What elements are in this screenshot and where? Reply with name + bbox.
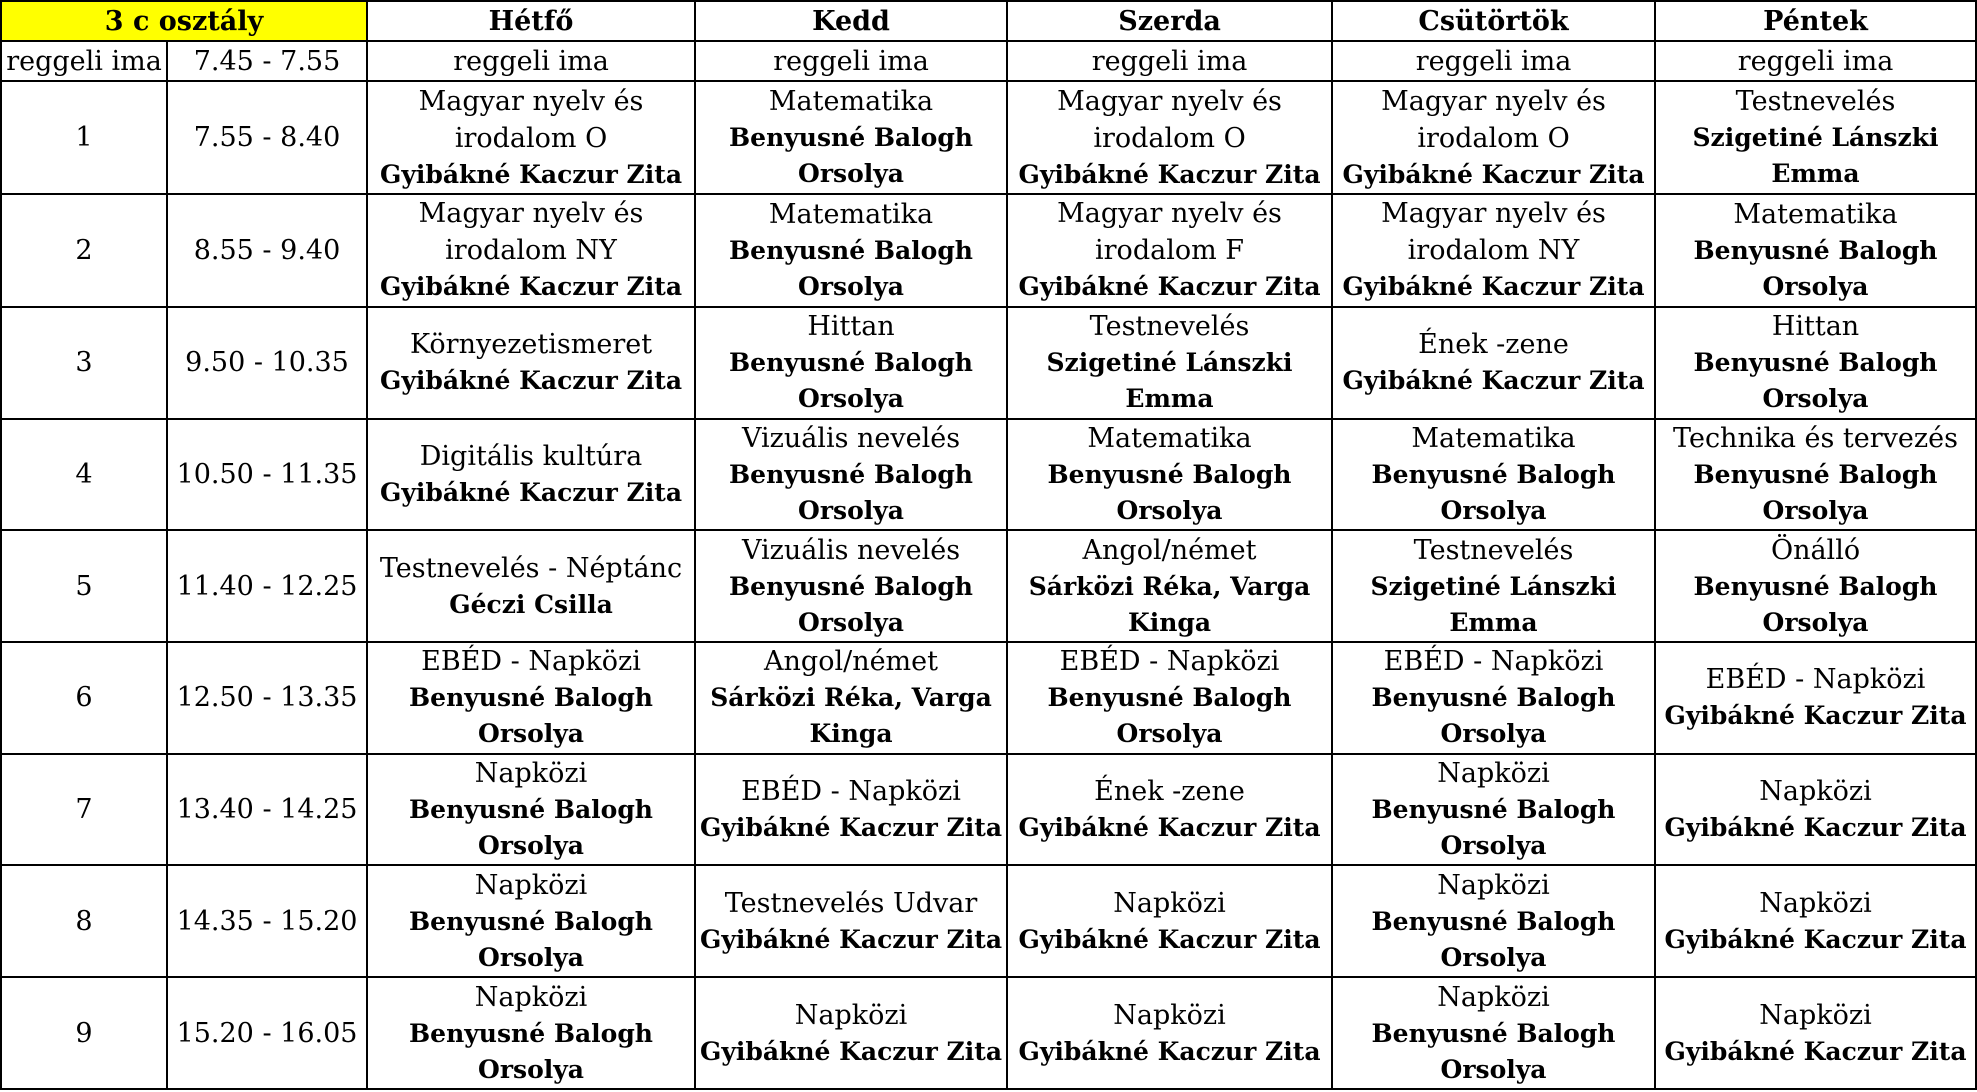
period-time: 8.55 - 9.40 xyxy=(167,194,367,307)
subject-name: Magyar nyelv és xyxy=(1057,198,1282,230)
lesson-row xyxy=(1,81,1976,194)
period-number: 8 xyxy=(1,865,167,977)
teacher-name: Orsolya xyxy=(1440,831,1547,861)
teacher-name: Benyusné Balogh xyxy=(1693,571,1938,601)
period-time: 15.20 - 16.05 xyxy=(167,977,367,1089)
teacher-name: Benyusné Balogh xyxy=(1047,459,1292,489)
teacher-name: Gyibákné Kaczur Zita xyxy=(1342,272,1645,302)
subject-name: Magyar nyelv és xyxy=(1057,85,1282,117)
day-header: Péntek xyxy=(1655,1,1976,41)
lesson-cell xyxy=(1655,194,1976,307)
morning-time: 7.45 - 7.55 xyxy=(167,41,367,81)
teacher-name: Benyusné Balogh xyxy=(409,795,653,825)
day-header: Kedd xyxy=(695,1,1007,41)
subject-name: Magyar nyelv és xyxy=(418,85,644,117)
lesson-row xyxy=(1,530,1976,642)
teacher-name: Benyusné Balogh xyxy=(1371,459,1616,489)
lesson-cell xyxy=(1007,81,1332,194)
period-time: 7.55 - 8.40 xyxy=(167,81,367,194)
subject-name: Napközi xyxy=(474,758,588,790)
teacher-name: Orsolya xyxy=(798,159,904,189)
teacher-name: Orsolya xyxy=(1762,384,1869,414)
subject-name: Napközi xyxy=(474,869,588,901)
subject-name: EBÉD - Napközi xyxy=(741,776,961,808)
subject-name: Hittan xyxy=(1771,311,1860,343)
subject-name: Környezetismeret xyxy=(409,329,653,361)
teacher-name: Orsolya xyxy=(1116,495,1223,525)
morning-cell: reggeli ima xyxy=(1332,41,1655,81)
lesson-cell xyxy=(1655,419,1976,531)
lesson-cell xyxy=(1655,530,1976,642)
subject-name: Napközi xyxy=(1113,999,1226,1031)
lesson-cell xyxy=(367,419,695,531)
teacher-name: Szigetiné Lánszki Emma xyxy=(1370,571,1617,637)
lesson-row xyxy=(1,865,1976,977)
teacher-name: Orsolya xyxy=(1440,719,1547,749)
teacher-name: Benyusné Balogh xyxy=(1371,683,1616,713)
lesson-cell xyxy=(695,194,1007,307)
teacher-name: Gyibákné Kaczur Zita xyxy=(699,924,1003,954)
teacher-name: Orsolya xyxy=(1440,1054,1547,1084)
subject-name: Napközi xyxy=(1759,776,1872,808)
subject-name: irodalom O xyxy=(1417,122,1570,154)
lesson-row xyxy=(1,642,1976,754)
lesson-cell xyxy=(695,419,1007,531)
lesson-cell xyxy=(1332,977,1655,1089)
lesson-cell xyxy=(1007,419,1332,531)
period-number: 4 xyxy=(1,419,167,531)
lesson-cell xyxy=(1655,754,1976,866)
period-number: 3 xyxy=(1,307,167,419)
lesson-cell xyxy=(1332,754,1655,866)
period-time: 12.50 - 13.35 xyxy=(167,642,367,754)
period-number: 2 xyxy=(1,194,167,307)
morning-label: reggeli ima xyxy=(1,41,167,81)
teacher-name: Orsolya xyxy=(478,1054,584,1084)
teacher-name: Benyusné Balogh xyxy=(729,571,973,601)
subject-name: irodalom NY xyxy=(1407,235,1580,267)
subject-name: irodalom F xyxy=(1095,235,1245,267)
teacher-name: Benyusné Balogh xyxy=(1693,235,1938,265)
lesson-cell xyxy=(1007,977,1332,1089)
period-number: 5 xyxy=(1,530,167,642)
teacher-name: Benyusné Balogh xyxy=(409,1018,653,1048)
period-time: 9.50 - 10.35 xyxy=(167,307,367,419)
teacher-name: Kinga xyxy=(1127,607,1212,637)
subject-name: irodalom NY xyxy=(445,235,617,267)
lesson-cell xyxy=(367,754,695,866)
lesson-cell xyxy=(695,530,1007,642)
teacher-name: Gyibákné Kaczur Zita xyxy=(1664,813,1967,843)
lesson-cell xyxy=(1007,194,1332,307)
subject-name: Napközi xyxy=(1437,758,1550,790)
teacher-name: Kinga xyxy=(809,719,893,749)
morning-cell: reggeli ima xyxy=(1655,41,1976,81)
lesson-cell xyxy=(1007,865,1332,977)
teacher-name: Gyibákné Kaczur Zita xyxy=(379,272,683,302)
teacher-name: Gyibákné Kaczur Zita xyxy=(699,813,1003,843)
teacher-name: Orsolya xyxy=(1762,495,1869,525)
subject-name: Digitális kultúra xyxy=(419,440,643,472)
subject-name: Napközi xyxy=(1759,887,1872,919)
teacher-name: Benyusné Balogh xyxy=(409,683,653,713)
lesson-cell xyxy=(695,81,1007,194)
teacher-name: Benyusné Balogh xyxy=(1693,348,1938,378)
subject-name: Napközi xyxy=(1759,999,1872,1031)
lesson-cell xyxy=(1655,865,1976,977)
teacher-name: Benyusné Balogh xyxy=(729,348,973,378)
teacher-name: Sárközi Réka, Varga xyxy=(710,683,992,713)
teacher-name: Benyusné Balogh xyxy=(729,235,973,265)
subject-name: Testnevelés - Néptánc xyxy=(379,552,683,584)
day-header: Csütörtök xyxy=(1332,1,1655,41)
lesson-cell xyxy=(1007,530,1332,642)
teacher-name: Gyibákné Kaczur Zita xyxy=(379,366,683,396)
teacher-name: Gyibákné Kaczur Zita xyxy=(379,159,683,189)
teacher-name: Orsolya xyxy=(1440,495,1547,525)
subject-name: Napközi xyxy=(1113,887,1226,919)
subject-name: Angol/német xyxy=(1082,534,1257,566)
morning-cell: reggeli ima xyxy=(1007,41,1332,81)
morning-cell: reggeli ima xyxy=(695,41,1007,81)
teacher-name: Gyibákné Kaczur Zita xyxy=(1018,1036,1321,1066)
lesson-cell xyxy=(1655,977,1976,1089)
day-header: Szerda xyxy=(1007,1,1332,41)
lesson-cell xyxy=(367,307,695,419)
lesson-cell xyxy=(1332,307,1655,419)
teacher-name: Szigetiné Lánszki xyxy=(1692,123,1939,153)
subject-name: Napközi xyxy=(474,981,588,1013)
subject-name: EBÉD - Napközi xyxy=(421,646,641,678)
teacher-name: Benyusné Balogh xyxy=(1371,1018,1616,1048)
subject-name: EBÉD - Napközi xyxy=(1383,646,1604,678)
subject-name: Magyar nyelv és xyxy=(418,198,644,230)
lesson-row xyxy=(1,307,1976,419)
lesson-row xyxy=(1,754,1976,866)
subject-name: Testnevelés xyxy=(1413,534,1574,566)
teacher-name: Orsolya xyxy=(798,384,904,414)
morning-cell: reggeli ima xyxy=(367,41,695,81)
lesson-cell xyxy=(367,642,695,754)
lesson-cell xyxy=(1655,81,1976,194)
teacher-name: Benyusné Balogh xyxy=(1693,459,1938,489)
lesson-cell xyxy=(367,194,695,307)
lesson-cell xyxy=(695,865,1007,977)
subject-name: Ének -zene xyxy=(1418,329,1569,361)
lesson-cell xyxy=(1332,530,1655,642)
period-number: 1 xyxy=(1,81,167,194)
subject-name: Ének -zene xyxy=(1094,776,1245,808)
class-title: 3 c osztály xyxy=(1,1,367,41)
subject-name: Önálló xyxy=(1770,534,1861,566)
subject-name: Vizuális nevelés xyxy=(741,534,961,566)
teacher-name: Sárközi Réka, Varga xyxy=(1028,571,1311,601)
teacher-name: Orsolya xyxy=(1762,271,1869,301)
subject-name: Angol/német xyxy=(764,646,938,678)
teacher-name: Gyibákné Kaczur Zita xyxy=(379,477,683,507)
subject-name: irodalom O xyxy=(1093,122,1246,154)
header-row xyxy=(1,1,1976,41)
subject-name: Matematika xyxy=(1411,422,1576,454)
teacher-name: Géczi Csilla xyxy=(449,589,613,619)
teacher-name: Gyibákné Kaczur Zita xyxy=(1018,813,1321,843)
teacher-name: Orsolya xyxy=(798,495,904,525)
teacher-name: Orsolya xyxy=(1762,607,1869,637)
lesson-cell xyxy=(695,977,1007,1089)
subject-name: Matematika xyxy=(1087,422,1252,454)
period-number: 9 xyxy=(1,977,167,1089)
subject-name: Matematika xyxy=(1733,198,1898,230)
morning-prayer-row xyxy=(1,41,1976,81)
lesson-cell xyxy=(1332,865,1655,977)
day-header: Hétfő xyxy=(367,1,695,41)
teacher-name: Benyusné Balogh xyxy=(729,459,973,489)
subject-name: Testnevelés Udvar xyxy=(724,887,978,919)
subject-name: Napközi xyxy=(1437,981,1550,1013)
subject-name: Vizuális nevelés xyxy=(741,422,961,454)
lesson-cell xyxy=(1655,307,1976,419)
lesson-row xyxy=(1,419,1976,531)
subject-name: Napközi xyxy=(794,999,908,1031)
period-number: 7 xyxy=(1,754,167,866)
subject-name: Testnevelés xyxy=(1089,311,1250,343)
period-number: 6 xyxy=(1,642,167,754)
subject-name: Matematika xyxy=(768,86,934,118)
teacher-name: Gyibákné Kaczur Zita xyxy=(1018,272,1321,302)
subject-name: Technika és tervezés xyxy=(1673,422,1958,454)
subject-name: Matematika xyxy=(768,198,934,230)
period-time: 10.50 - 11.35 xyxy=(167,419,367,531)
subject-name: irodalom O xyxy=(454,122,608,154)
lesson-cell xyxy=(1655,642,1976,754)
lesson-cell xyxy=(1332,81,1655,194)
lesson-cell xyxy=(367,530,695,642)
lesson-cell xyxy=(367,81,695,194)
subject-name: Napközi xyxy=(1437,869,1550,901)
period-time: 13.40 - 14.25 xyxy=(167,754,367,866)
subject-name: Hittan xyxy=(807,311,895,343)
teacher-name: Orsolya xyxy=(478,719,584,749)
teacher-name: Orsolya xyxy=(798,607,904,637)
lesson-cell xyxy=(695,642,1007,754)
lesson-cell xyxy=(695,307,1007,419)
teacher-name: Emma xyxy=(1771,159,1860,189)
teacher-name: Gyibákné Kaczur Zita xyxy=(1664,701,1967,731)
teacher-name: Gyibákné Kaczur Zita xyxy=(1018,159,1321,189)
teacher-name: Gyibákné Kaczur Zita xyxy=(1342,366,1645,396)
teacher-name: Benyusné Balogh xyxy=(409,906,653,936)
teacher-name: Benyusné Balogh xyxy=(1371,906,1616,936)
teacher-name: Benyusné Balogh xyxy=(1047,683,1292,713)
subject-name: Magyar nyelv és xyxy=(1381,198,1606,230)
teacher-name: Szigetiné Lánszki Emma xyxy=(1046,348,1293,414)
teacher-name: Benyusné Balogh xyxy=(729,123,973,153)
teacher-name: Orsolya xyxy=(798,271,904,301)
teacher-name: Orsolya xyxy=(478,942,584,972)
lesson-cell xyxy=(1332,642,1655,754)
subject-name: Magyar nyelv és xyxy=(1381,85,1606,117)
teacher-name: Gyibákné Kaczur Zita xyxy=(699,1036,1003,1066)
subject-name: EBÉD - Napközi xyxy=(1705,664,1926,696)
subject-name: Testnevelés xyxy=(1735,86,1896,118)
teacher-name: Gyibákné Kaczur Zita xyxy=(1664,1036,1967,1066)
lesson-cell xyxy=(1332,194,1655,307)
lesson-cell xyxy=(367,865,695,977)
teacher-name: Orsolya xyxy=(478,831,584,861)
period-time: 11.40 - 12.25 xyxy=(167,530,367,642)
teacher-name: Gyibákné Kaczur Zita xyxy=(1342,159,1645,189)
lesson-cell xyxy=(367,977,695,1089)
subject-name: EBÉD - Napközi xyxy=(1059,646,1280,678)
lesson-row xyxy=(1,194,1976,307)
teacher-name: Gyibákné Kaczur Zita xyxy=(1018,924,1321,954)
teacher-name: Orsolya xyxy=(1440,942,1547,972)
period-time: 14.35 - 15.20 xyxy=(167,865,367,977)
teacher-name: Orsolya xyxy=(1116,719,1223,749)
teacher-name: Benyusné Balogh xyxy=(1371,795,1616,825)
lesson-cell xyxy=(695,754,1007,866)
teacher-name: Gyibákné Kaczur Zita xyxy=(1664,924,1967,954)
lesson-cell xyxy=(1332,419,1655,531)
lesson-cell xyxy=(1007,754,1332,866)
lesson-cell xyxy=(1007,307,1332,419)
lesson-row xyxy=(1,977,1976,1089)
lesson-cell xyxy=(1007,642,1332,754)
